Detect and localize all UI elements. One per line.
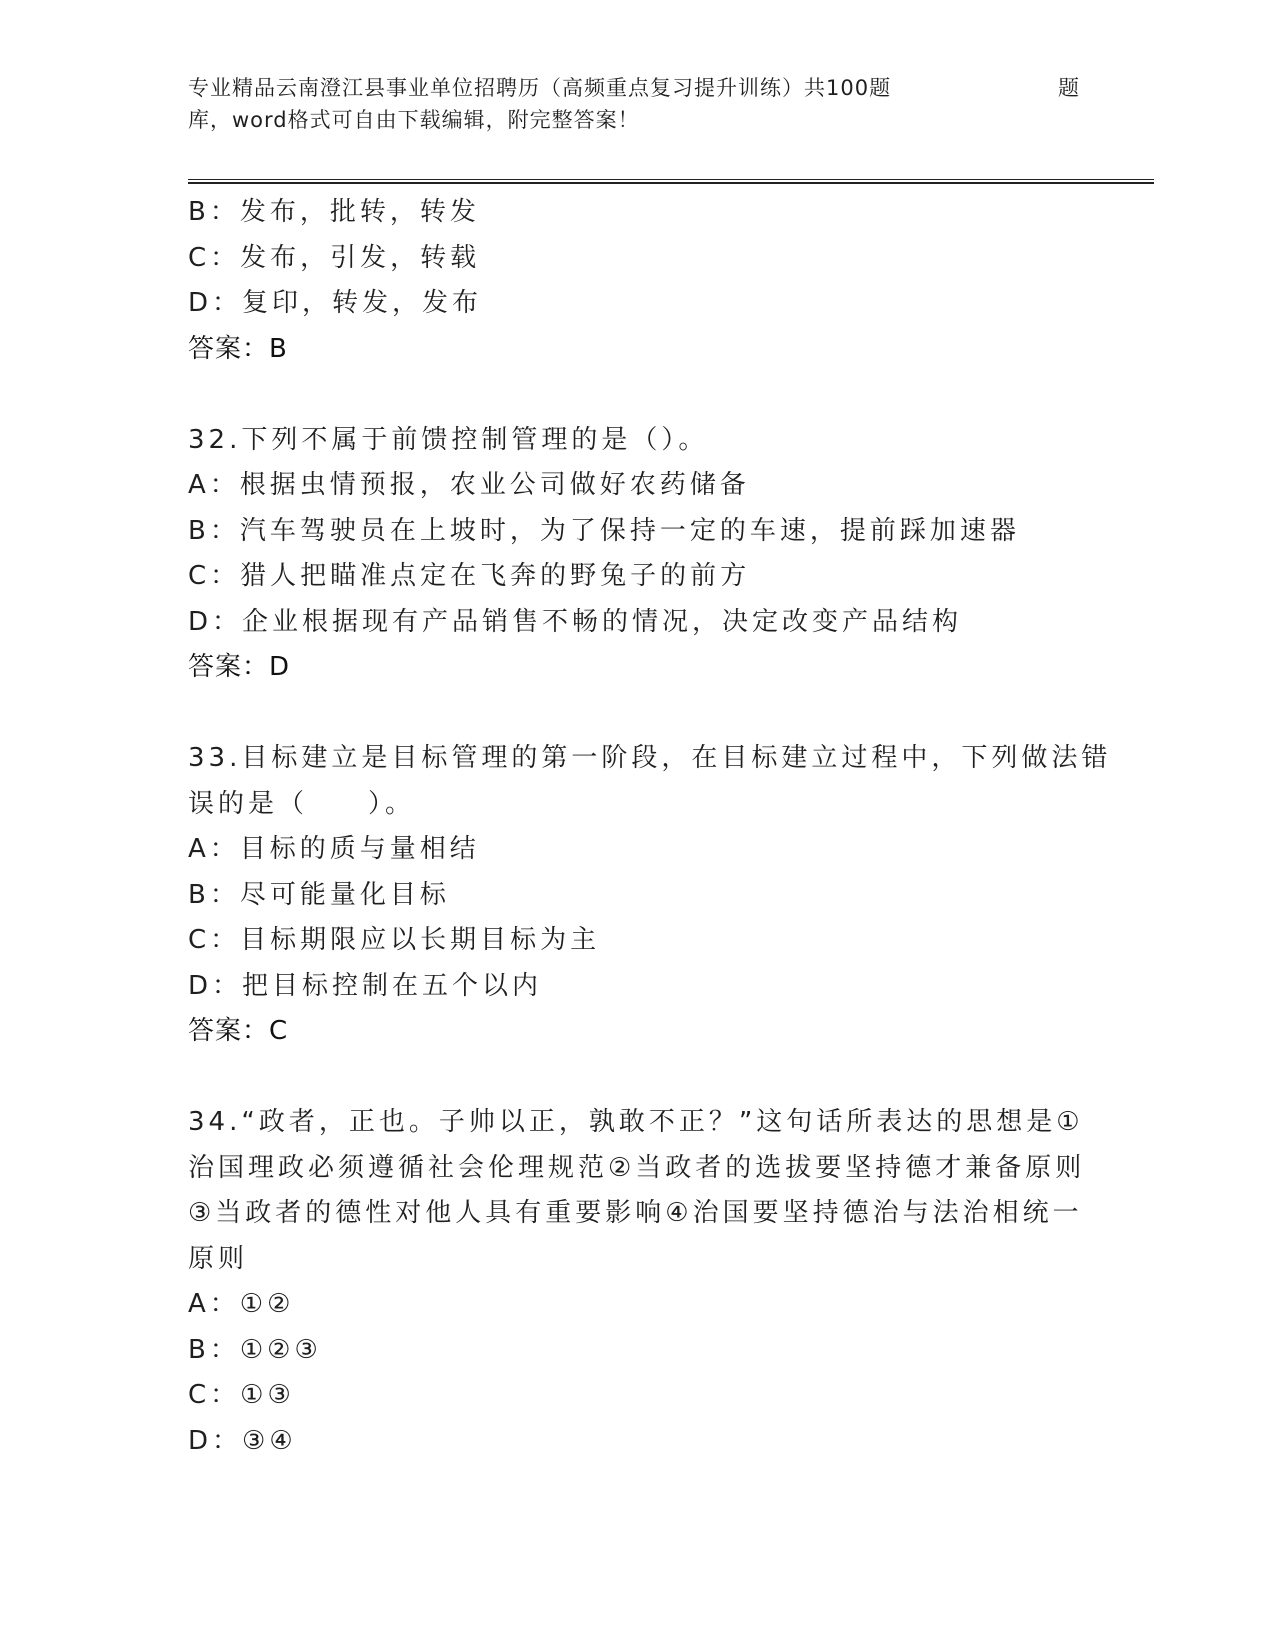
option-c: C：猎人把瞄准点定在飞奔的野兔子的前方	[188, 561, 751, 591]
option-d: D：复印，转发，发布	[188, 288, 483, 318]
question-stem-line-4: 原则	[188, 1243, 249, 1274]
question-stem-line-2: 治国理政必须遵循社会伦理规范②当政者的选拔要坚持德才兼备原则	[188, 1152, 1086, 1183]
option-b: B：①②③	[188, 1334, 322, 1365]
question-content	[188, 190, 1112, 1464]
spacer	[188, 691, 1088, 737]
answer-line: 答案：D	[188, 652, 291, 682]
answer-line: 答案：C	[188, 1016, 289, 1046]
answer-line: 答案：B	[188, 333, 288, 364]
option-b: B：汽车驾驶员在上坡时，为了保持一定的车速，提前踩加速器	[188, 515, 1020, 546]
option-a: A：①②	[188, 1289, 295, 1319]
question-stem: 32.下列不属于前馈控制管理的是（）。	[188, 424, 709, 455]
option-c: C：发布，引发，转载	[188, 242, 481, 273]
header-divider-thin	[188, 179, 1154, 180]
question-stem-line-1: 34.“政者，正也。子帅以正，孰敢不正？”这句话所表达的思想是①	[188, 1107, 1084, 1137]
option-d: D：把目标控制在五个以内	[188, 970, 543, 1001]
spacer	[188, 1055, 1088, 1101]
option-d: D：企业根据现有产品销售不畅的情况，决定改变产品结构	[188, 606, 963, 637]
option-c: C：目标期限应以长期目标为主	[188, 925, 601, 955]
option-a: A：根据虫情预报，农业公司做好农药储备	[188, 470, 750, 500]
question-stem-line-1: 33.目标建立是目标管理的第一阶段，在目标建立过程中，下列做法错	[188, 743, 1112, 773]
option-d: D：③④	[188, 1425, 297, 1456]
option-b: B：发布，批转，转发	[188, 197, 480, 227]
question-33	[188, 736, 1112, 1055]
question-32	[188, 418, 1088, 691]
spacer	[188, 372, 1088, 418]
option-b: B：尽可能量化目标	[188, 879, 450, 910]
header-title-line-2: 库，word格式可自由下载编辑，附完整答案！	[188, 108, 640, 132]
question-31-tail	[188, 190, 1088, 372]
header-side-text: 题	[1058, 76, 1079, 100]
question-34	[188, 1100, 1088, 1464]
question-stem-line-3: ③当政者的德性对他人具有重要影响④治国要坚持德治与法治相统一	[188, 1198, 1083, 1228]
option-a: A：目标的质与量相结	[188, 834, 480, 864]
question-stem-line-2: 误的是（ ）。	[188, 788, 416, 819]
header-divider-thick	[188, 182, 1154, 184]
page-header	[188, 72, 1088, 136]
header-title-line-1: 专业精品云南澄江县事业单位招聘历（高频重点复习提升训练）共100题	[188, 76, 892, 100]
option-c: C：①③	[188, 1380, 295, 1410]
